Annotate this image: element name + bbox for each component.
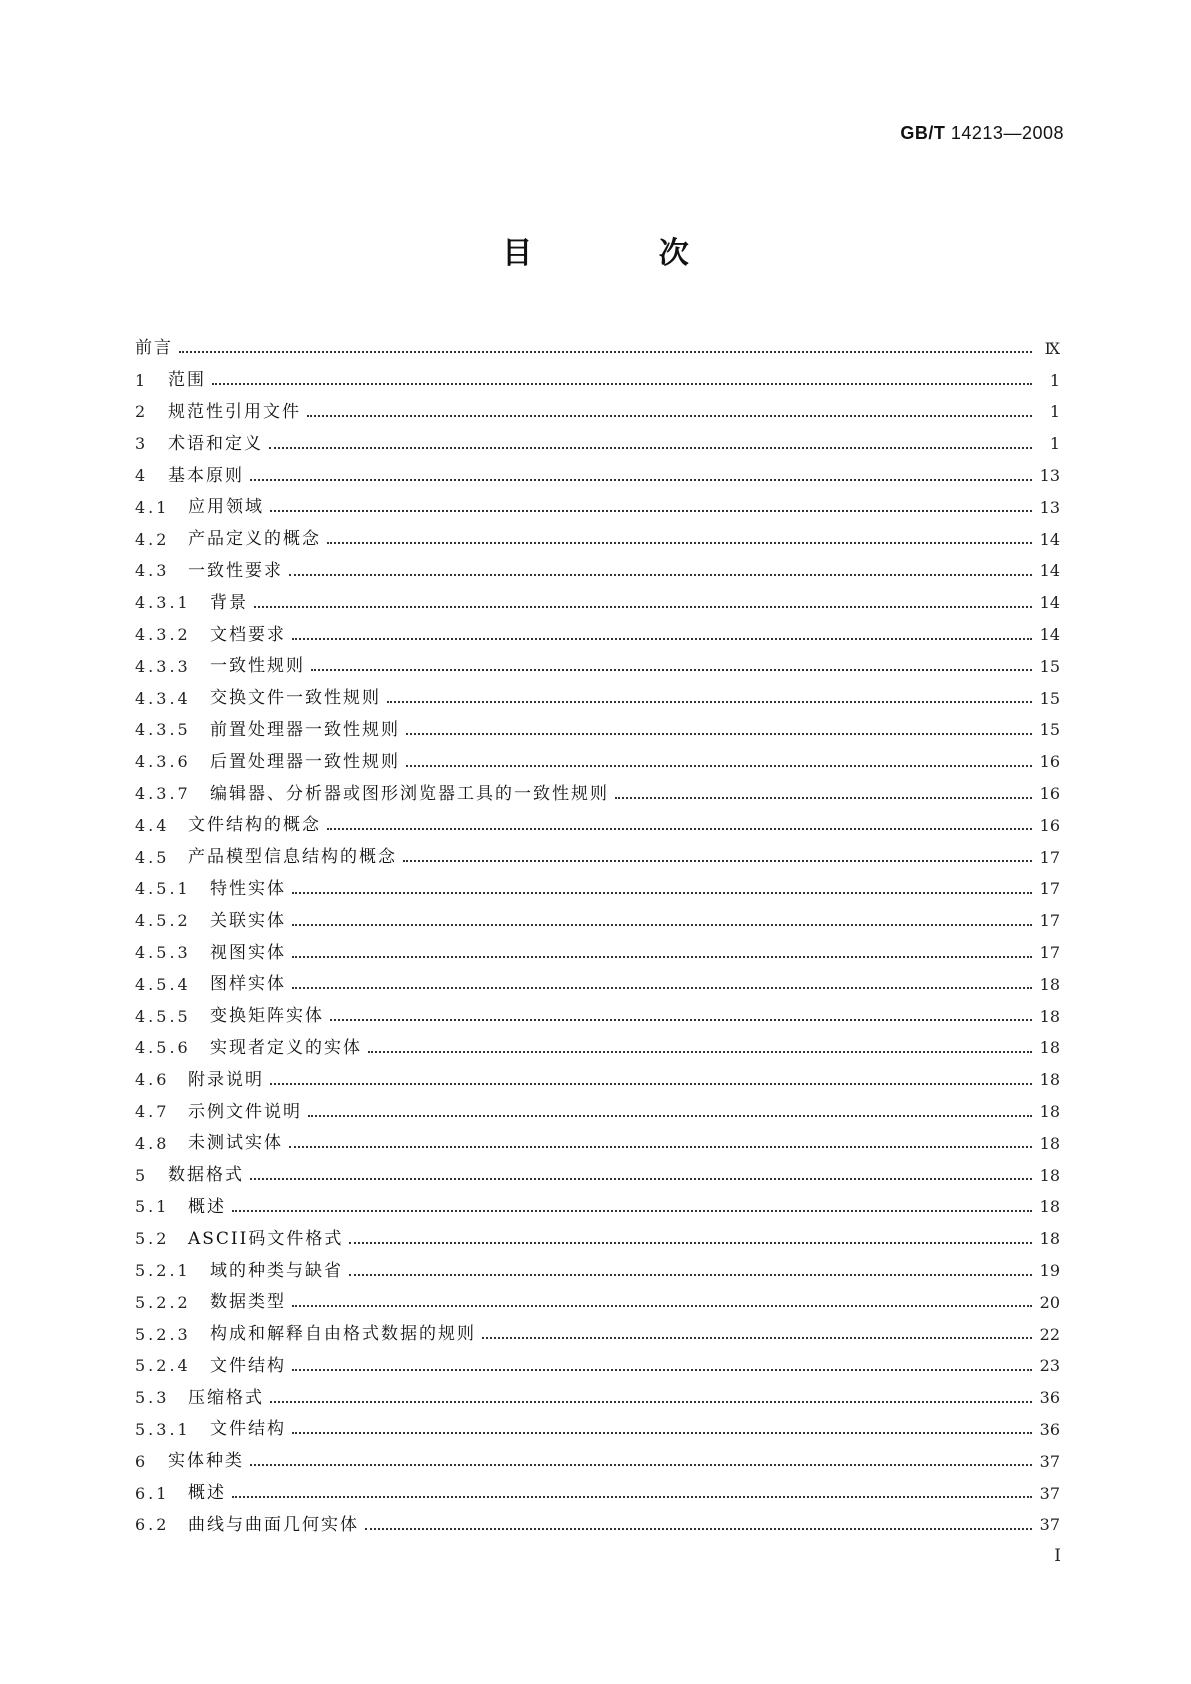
toc-entry-number: 4.6 [135, 1070, 170, 1090]
toc-entry-number: 2 [135, 402, 149, 422]
toc-entry[interactable] [135, 1478, 1060, 1510]
toc-entry-page: 23 [1039, 1356, 1060, 1376]
toc-entry[interactable] [135, 1192, 1060, 1224]
toc-dot-leader [292, 1431, 1032, 1434]
toc-entry-page: 15 [1039, 656, 1060, 676]
toc-entry[interactable] [135, 746, 1060, 778]
toc-dot-leader [292, 637, 1032, 640]
toc-entry-title: 交换文件一致性规则 [210, 688, 381, 709]
toc-entry-page: 17 [1039, 847, 1060, 867]
toc-dot-leader [292, 986, 1032, 989]
toc-entry[interactable] [135, 1351, 1060, 1383]
toc-entry-number: 5.2.2 [135, 1292, 191, 1312]
toc-entry-number: 4.5 [135, 847, 170, 867]
toc-dot-leader [403, 859, 1032, 862]
toc-entry[interactable] [135, 1319, 1060, 1351]
toc-dot-leader [212, 382, 1032, 385]
toc-entry-title: 变换矩阵实体 [210, 1006, 324, 1027]
toc-dot-leader [387, 700, 1032, 703]
toc-entry-page: 14 [1039, 529, 1060, 549]
page-folio: I [1054, 1546, 1061, 1566]
toc-entry-title: 前置处理器一致性规则 [210, 719, 400, 740]
toc-entry-page: 15 [1039, 720, 1060, 740]
toc-entry-page: 16 [1039, 815, 1060, 835]
toc-dot-leader [349, 1241, 1032, 1244]
toc-entry-page: 36 [1039, 1419, 1060, 1439]
toc-entry-title: 概述 [188, 1483, 226, 1504]
toc-entry-page: 37 [1039, 1483, 1060, 1503]
toc-entry[interactable] [135, 1223, 1060, 1255]
toc-dot-leader [292, 1304, 1032, 1307]
toc-entry-title: 构成和解释自由格式数据的规则 [210, 1324, 476, 1345]
toc-entry-number: 4.4 [135, 815, 170, 835]
toc-entry-number: 6 [135, 1451, 149, 1471]
toc-dot-leader [179, 350, 1032, 353]
toc-entry-number: 5.3 [135, 1388, 170, 1408]
toc-entry-page: 18 [1039, 1038, 1060, 1058]
toc-entry-page: 14 [1039, 625, 1060, 645]
toc-entry-number: 5.3.1 [135, 1419, 191, 1439]
toc-entry-title: 基本原则 [168, 465, 244, 486]
toc-entry-number: 6.2 [135, 1515, 170, 1535]
toc-entry-title: 文件结构 [210, 1355, 286, 1376]
toc-entry-number: 4.5.3 [135, 943, 191, 963]
toc-entry-number: 5.1 [135, 1197, 170, 1217]
toc-entry-number: 4.3.6 [135, 752, 191, 772]
toc-entry-title: 域的种类与缺省 [210, 1260, 343, 1281]
toc-entry-title: 文档要求 [210, 624, 286, 645]
toc-entry-number: 4.3.7 [135, 784, 191, 804]
toc-dot-leader [308, 1114, 1032, 1117]
toc-entry-page: Ⅸ [1044, 338, 1060, 358]
toc-entry[interactable] [135, 842, 1060, 874]
toc-entry[interactable] [135, 1033, 1060, 1065]
toc-entry-page: 37 [1039, 1451, 1060, 1471]
toc-entry[interactable] [135, 1096, 1060, 1128]
toc-dot-leader [232, 1495, 1032, 1498]
toc-dot-leader [250, 1463, 1032, 1466]
toc-entry-page: 17 [1039, 943, 1060, 963]
toc-entry-number: 4.7 [135, 1102, 170, 1122]
toc-entry-page: 22 [1039, 1324, 1060, 1344]
toc-dot-leader [270, 509, 1032, 512]
toc-entry-number: 4.5.6 [135, 1038, 191, 1058]
toc-entry-number: 4.1 [135, 497, 170, 517]
toc-entry[interactable] [135, 492, 1060, 524]
toc-entry-page: 18 [1039, 1133, 1060, 1153]
toc-entry-number: 6.1 [135, 1483, 170, 1503]
toc-entry[interactable] [135, 1287, 1060, 1319]
toc-entry-page: 18 [1039, 1165, 1060, 1185]
toc-entry-title: 数据格式 [168, 1165, 244, 1186]
toc-entry-title: 范围 [168, 370, 206, 391]
toc-dot-leader [289, 1145, 1032, 1148]
toc-entry[interactable] [135, 810, 1060, 842]
toc-entry-page: 13 [1039, 497, 1060, 517]
toc-dot-leader [406, 732, 1032, 735]
toc-entry-number: 4.3.5 [135, 720, 191, 740]
toc-entry-title: 产品定义的概念 [188, 529, 321, 550]
toc-dot-leader [269, 446, 1032, 449]
toc-dot-leader [365, 1527, 1032, 1530]
toc-entry-page: 19 [1039, 1261, 1060, 1280]
toc-entry-title: 未测试实体 [188, 1133, 283, 1154]
toc-entry[interactable] [135, 460, 1060, 492]
toc-entry[interactable] [135, 1382, 1060, 1414]
toc-dot-leader [406, 764, 1032, 767]
page-title: 目 次 [502, 236, 747, 271]
toc-dot-leader [615, 796, 1032, 799]
toc-entry-title: 后置处理器一致性规则 [210, 751, 400, 772]
toc-entry-title: 文件结构的概念 [188, 815, 321, 836]
toc-dot-leader [289, 573, 1032, 576]
toc-entry-page: 20 [1039, 1292, 1060, 1312]
toc-entry-page: 14 [1039, 561, 1060, 581]
toc-entry-page: 1 [1049, 434, 1060, 454]
toc-dot-leader [254, 605, 1032, 608]
toc-entry[interactable] [135, 333, 1060, 365]
toc-entry-number: 4.5.1 [135, 879, 191, 899]
toc-entry[interactable] [135, 1414, 1060, 1446]
toc-dot-leader [292, 1368, 1032, 1371]
toc-entry-number: 4.5.5 [135, 1006, 191, 1026]
toc-entry[interactable] [135, 1509, 1060, 1541]
toc-dot-leader [232, 1209, 1032, 1212]
toc-entry-number: 5.2.3 [135, 1324, 191, 1344]
toc-entry-title: 一致性规则 [210, 656, 305, 677]
toc-entry-title: 曲线与曲面几何实体 [188, 1514, 359, 1535]
toc-entry[interactable] [135, 397, 1060, 429]
toc-entry-number: 4.3 [135, 561, 170, 581]
toc-entry-title: 实现者定义的实体 [210, 1037, 362, 1058]
table-of-contents [135, 333, 1060, 1541]
toc-dot-leader [330, 1018, 1032, 1021]
toc-entry[interactable] [135, 1255, 1060, 1287]
toc-dot-leader [482, 1336, 1032, 1339]
toc-entry-title: 一致性要求 [188, 560, 283, 581]
toc-entry-title: 编辑器、分析器或图形浏览器工具的一致性规则 [210, 783, 609, 804]
toc-entry-number: 1 [135, 370, 149, 390]
toc-entry-number: 4 [135, 466, 149, 486]
toc-entry-page: 18 [1039, 1006, 1060, 1026]
toc-entry[interactable] [135, 1001, 1060, 1033]
toc-entry[interactable] [135, 428, 1060, 460]
toc-entry-number: 5 [135, 1165, 149, 1185]
standard-code [900, 123, 1064, 144]
toc-dot-leader [311, 668, 1032, 671]
toc-entry-title: 背景 [210, 592, 248, 613]
toc-entry-number: 4.5.2 [135, 911, 191, 931]
toc-entry-number: 5.2.4 [135, 1356, 191, 1376]
toc-dot-leader [270, 1082, 1032, 1085]
toc-entry-title: 前言 [135, 338, 173, 359]
toc-entry-number: 4.2 [135, 529, 170, 549]
toc-entry[interactable] [135, 524, 1060, 556]
toc-dot-leader [270, 1400, 1032, 1403]
toc-entry-title: 视图实体 [210, 942, 286, 963]
toc-entry-title: 术语和定义 [168, 433, 263, 454]
toc-entry-number: 4.3.4 [135, 688, 191, 708]
toc-entry-number: 5.2.1 [135, 1261, 191, 1280]
toc-entry-page: 18 [1039, 1229, 1060, 1249]
toc-entry[interactable] [135, 1160, 1060, 1192]
toc-entry-title: 文件结构 [210, 1419, 286, 1440]
toc-entry-title: 实体种类 [168, 1451, 244, 1472]
toc-dot-leader [307, 414, 1032, 417]
toc-entry-page: 1 [1049, 370, 1060, 390]
toc-dot-leader [292, 891, 1032, 894]
toc-entry-page: 16 [1039, 784, 1060, 804]
toc-entry[interactable] [135, 651, 1060, 683]
toc-entry[interactable] [135, 365, 1060, 397]
toc-entry-title: 产品模型信息结构的概念 [188, 847, 397, 868]
toc-entry-number: 5.2 [135, 1229, 170, 1249]
toc-entry[interactable] [135, 905, 1060, 937]
toc-dot-leader [292, 923, 1032, 926]
toc-entry[interactable] [135, 1128, 1060, 1160]
toc-entry[interactable] [135, 715, 1060, 747]
toc-dot-leader [250, 1177, 1032, 1180]
toc-entry-title: 规范性引用文件 [168, 401, 301, 422]
toc-entry-number: 4.3.2 [135, 625, 191, 645]
toc-entry-title: 特性实体 [210, 878, 286, 899]
toc-entry-title: 示例文件说明 [188, 1101, 302, 1122]
toc-entry-page: 18 [1039, 1197, 1060, 1217]
toc-entry-page: 18 [1039, 1070, 1060, 1090]
toc-entry[interactable] [135, 778, 1060, 810]
toc-dot-leader [349, 1273, 1032, 1276]
toc-entry-page: 18 [1039, 974, 1060, 994]
toc-entry-title: 图样实体 [210, 974, 286, 995]
toc-entry-number: 3 [135, 434, 149, 454]
toc-entry-page: 36 [1039, 1388, 1060, 1408]
toc-dot-leader [368, 1050, 1032, 1053]
toc-entry[interactable] [135, 1064, 1060, 1096]
toc-dot-leader [292, 955, 1032, 958]
toc-entry-number: 4.3.1 [135, 593, 191, 613]
toc-entry-page: 13 [1039, 466, 1060, 486]
toc-entry[interactable] [135, 969, 1060, 1001]
toc-entry[interactable] [135, 937, 1060, 969]
toc-entry-page: 37 [1039, 1515, 1060, 1535]
toc-entry-title: 压缩格式 [188, 1387, 264, 1408]
toc-entry-title: 概述 [188, 1196, 226, 1217]
toc-entry-title: 关联实体 [210, 910, 286, 931]
toc-entry-page: 15 [1039, 688, 1060, 708]
toc-entry[interactable] [135, 874, 1060, 906]
toc-entry-page: 17 [1039, 879, 1060, 899]
toc-entry-page: 14 [1039, 593, 1060, 613]
toc-entry-number: 4.8 [135, 1133, 170, 1153]
toc-dot-leader [327, 541, 1032, 544]
standard-prefix: GB/T [900, 123, 946, 143]
standard-number: 14213—2008 [950, 123, 1064, 143]
toc-entry-title: 应用领域 [188, 497, 264, 518]
toc-entry-page: 18 [1039, 1102, 1060, 1122]
toc-entry[interactable] [135, 587, 1060, 619]
toc-entry-page: 1 [1049, 402, 1060, 422]
toc-dot-leader [327, 827, 1032, 830]
toc-dot-leader [250, 478, 1032, 481]
toc-entry-number: 4.3.3 [135, 656, 191, 676]
toc-entry-title: ASCII码文件格式 [188, 1228, 344, 1249]
toc-entry-title: 数据类型 [210, 1292, 286, 1313]
toc-entry[interactable] [135, 556, 1060, 588]
toc-entry-title: 附录说明 [188, 1069, 264, 1090]
toc-entry-page: 17 [1039, 911, 1060, 931]
toc-entry[interactable] [135, 1446, 1060, 1478]
toc-entry[interactable] [135, 619, 1060, 651]
toc-entry-number: 4.5.4 [135, 974, 191, 994]
toc-entry[interactable] [135, 683, 1060, 715]
toc-entry-page: 16 [1039, 752, 1060, 772]
